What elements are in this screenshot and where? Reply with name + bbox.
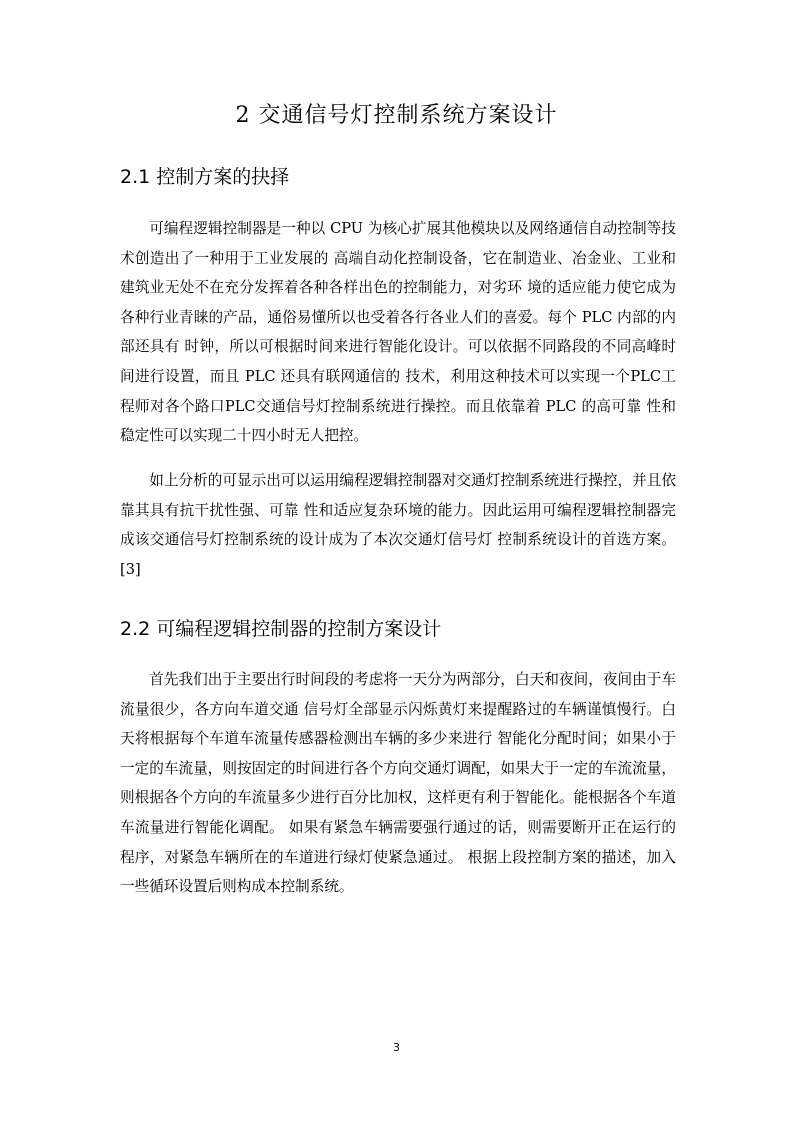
section-heading-2-2: 2.2 可编程逻辑控制器的控制方案设计: [120, 618, 442, 640]
page-number: 3: [393, 1041, 400, 1054]
chapter-title: 2 交通信号灯控制系统方案设计: [235, 103, 558, 128]
section-heading-2-1: 2.1 控制方案的抉择: [120, 166, 290, 188]
paragraph-2-1-2: 如上分析的可显示出可以运用编程逻辑控制器对交通灯控制系统进行操控，并且依靠其具有抗干扰性强、可靠 性和适应复杂环境的能力。因此运用可编程逻辑控制器完成该交通信号灯控制系统的设计成为了本次交通灯信号灯 控制系统设计的首选方案。[3]: [120, 472, 676, 578]
paragraph-2-2-1: 首先我们出于主要出行时间段的考虑将一天分为两部分，白天和夜间，夜间由于车流量很少，各方向车道交通 信号灯全部显示闪烁黄灯来提醒路过的车辆谨慎慢行。白天将根据每个车道车流量传感器检测出车辆的多少来进行 智能化分配时间；如果小于一定的车流量，则按固定的时间进行各个方向交通灯调配，如果大于一定的车流流量， 则根据各个方向的车流量多少进行百分比加权，这样更有利于智能化。能根据各个车道车流量进行智能化调配。 如果有紧急车辆需要强行通过的话，则需要断开正在运行的程序，对紧急车辆所在的车道进行绿灯使紧急通过。 根据上段控制方案的描述，加入一些循环设置后则构成本控制系统。: [120, 671, 676, 896]
paragraph-2-1-1: 可编程逻辑控制器是一种以 CPU 为核心扩展其他模块以及网络通信自动控制等技术创造出了一种用于工业发展的 高端自动化控制设备，它在制造业、冶金业、工业和建筑业无处不在充分发挥着各种各样出色的控制能力，对劣环 境的适应能力使它成为各种行业青睐的产品，通俗易懂所以也受着各行各业人们的喜爱。每个 PLC 内部的内部还具有 时钟，所以可根据时间来进行智能化设计。可以依据不同路段的不同高峰时间进行设置，而且 PLC 还具有联网通信的 技术，利用这种技术可以实现一个PLC工程师对各个路口PLC交通信号灯控制系统进行操控。而且依靠着 PLC 的高可靠 性和稳定性可以实现二十四小时无人把控。: [120, 220, 676, 445]
